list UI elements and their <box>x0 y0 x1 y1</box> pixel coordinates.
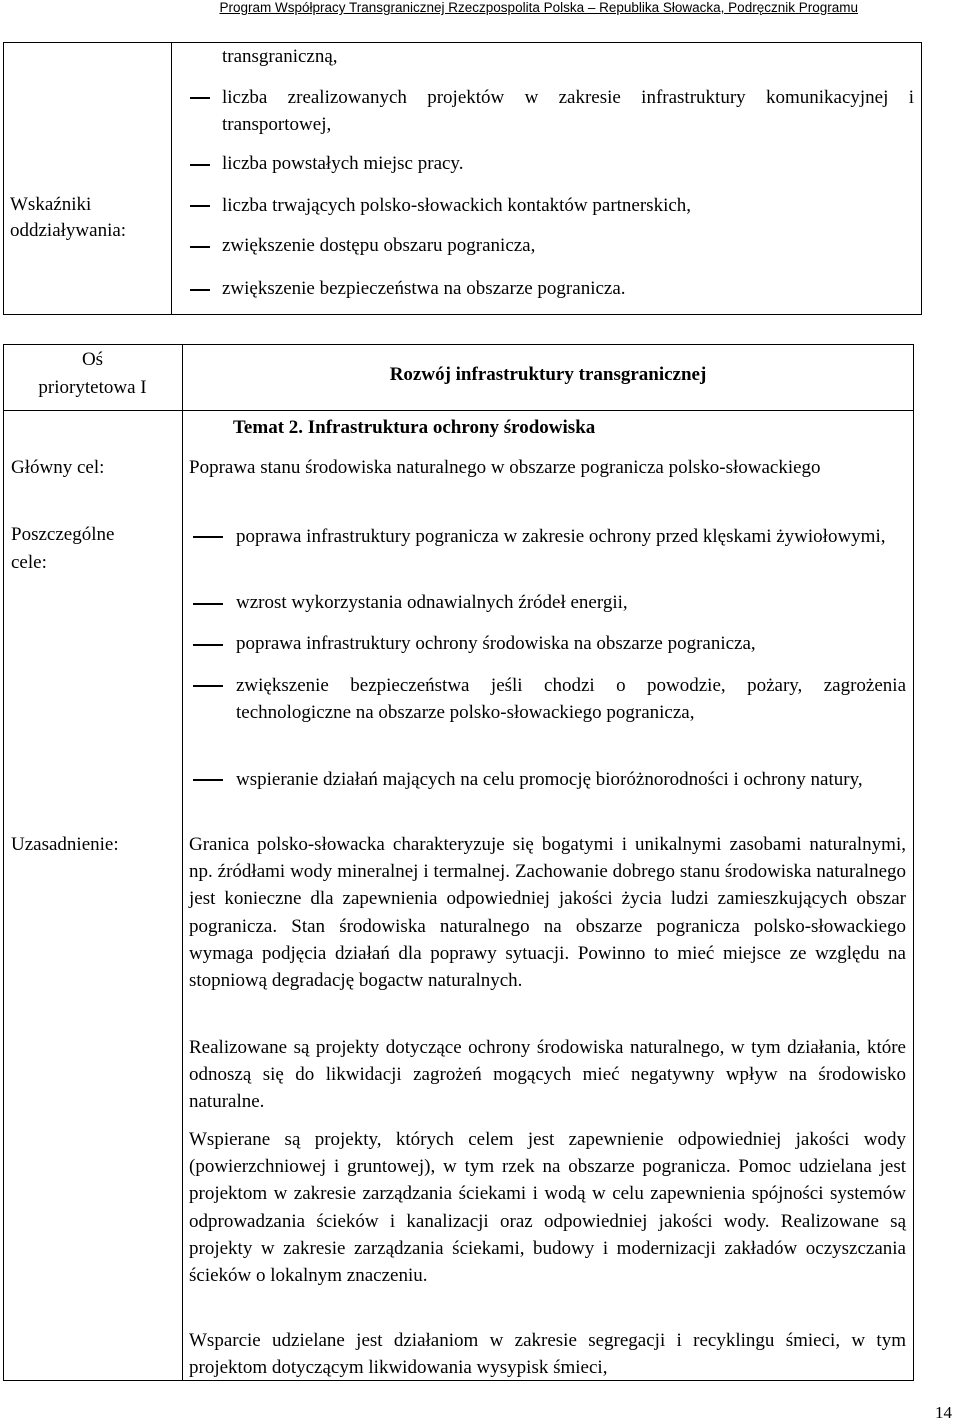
running-header: Program Współpracy Transgranicznej Rzeczpospolita Polska – Republika Słowacka, Podręcznik Programu <box>219 0 858 15</box>
priority-axis-header-rule <box>3 410 914 411</box>
indicator-dash-1 <box>190 97 210 99</box>
indicators-table <box>3 42 922 315</box>
priority-axis-divider <box>182 344 183 1381</box>
goal-dash-4 <box>193 779 223 781</box>
indicator-item-4: zwiększenie dostępu obszaru pogranicza, <box>222 235 536 256</box>
goal-item-4: wspieranie działań mających na celu promocję bioróżnorodności i ochrony natury, <box>236 769 863 790</box>
priority-axis-label: Oś priorytetowa I <box>38 349 147 398</box>
indicators-divider <box>171 42 172 315</box>
indicator-item-2: liczba powstałych miejsc pracy. <box>222 153 464 174</box>
justification-paragraph-3: Wsparcie udzielane jest działaniom w zakresie segregacji i recyklingu śmieci, w tym projektom dotyczącym likwidowania wysypisk śmieci, <box>189 1330 906 1379</box>
goal-dash-2 <box>193 644 223 646</box>
page-number: 14 <box>935 1403 952 1422</box>
priority-axis-title: Rozwój infrastruktury transgranicznej <box>389 364 707 385</box>
goal-dash-0 <box>193 536 223 538</box>
indicators-label: Wskaźniki oddziaływania: <box>10 194 127 241</box>
indicator-item-5: zwiększenie bezpieczeństwa na obszarze pogranicza. <box>222 278 626 299</box>
justification-label: Uzasadnienie: <box>11 834 119 855</box>
topic-title: Temat 2. Infrastruktura ochrony środowiska <box>233 417 596 438</box>
indicator-item-3: liczba trwających polsko-słowackich kontaktów partnerskich, <box>222 195 692 216</box>
justification-paragraph-0: Granica polsko-słowacka charakteryzuje się bogatymi i unikalnymi zasobami naturalnymi, np. źródłami wody mineralnej i termalnej. Zachowanie dobrego stanu środowiska naturalnego jest konieczne dla zapewnienia odpowiedniej jakości życia ludzi zamieszkujących obszar pogranicza. Stan środowiska naturalnego na obszarze pogranicza polsko-słowackiego wymaga podjęcia działań dla poprawy sytuacji. Powinno to mieć miejsce ze względu na stopniową degradację bogactw naturalnych. <box>189 834 906 992</box>
goal-item-1: wzrost wykorzystania odnawialnych źródeł energii, <box>236 592 628 613</box>
goal-item-2: poprawa infrastruktury ochrony środowiska na obszarze pogranicza, <box>236 633 756 654</box>
indicator-item-1: liczba zrealizowanych projektów w zakresie infrastruktury komunikacyjnej i transportowej, <box>222 87 914 135</box>
goal-dash-3 <box>193 685 223 687</box>
goal-item-0: poprawa infrastruktury pogranicza w zakresie ochrony przed klęskami żywiołowymi, <box>236 526 886 547</box>
main-goal-label: Główny cel: <box>11 457 105 478</box>
indicator-dash-2 <box>190 164 210 166</box>
indicator-item-0: transgraniczną, <box>222 46 338 67</box>
indicator-dash-3 <box>190 205 210 207</box>
main-goal-text: Poprawa stanu środowiska naturalnego w obszarze pogranicza polsko-słowackiego <box>189 457 821 478</box>
goal-dash-1 <box>193 603 223 605</box>
specific-goals-label: Poszczególne cele: <box>11 524 115 573</box>
indicator-dash-5 <box>190 289 210 291</box>
indicator-dash-4 <box>190 246 210 248</box>
goal-item-3: zwiększenie bezpieczeństwa jeśli chodzi o powodzie, pożary, zagrożenia technologiczne na obszarze polsko-słowackiego pogranicza, <box>236 675 906 723</box>
justification-paragraph-1: Realizowane są projekty dotyczące ochrony środowiska naturalnego, w tym działania, które odnoszą się do likwidacji zagrożeń mogących mieć negatywny wpływ na środowisko naturalne. <box>189 1037 906 1113</box>
justification-paragraph-2: Wspierane są projekty, których celem jest zapewnienie odpowiedniej jakości wody (powierzchniowej i gruntowej), w tym rzek na obszarze pogranicza. Pomoc udzielana jest projektom w zakresie zarządzania ściekami i wodą w celu zapewnienia spójności systemów odprowadzania ścieków i kanalizacji oraz odpowiedniej jakości wody. Realizowane są projekty w zakresie zarządzania ściekami, budowy i modernizacji zakładów oczyszczania ścieków o lokalnym znaczeniu. <box>189 1129 906 1287</box>
